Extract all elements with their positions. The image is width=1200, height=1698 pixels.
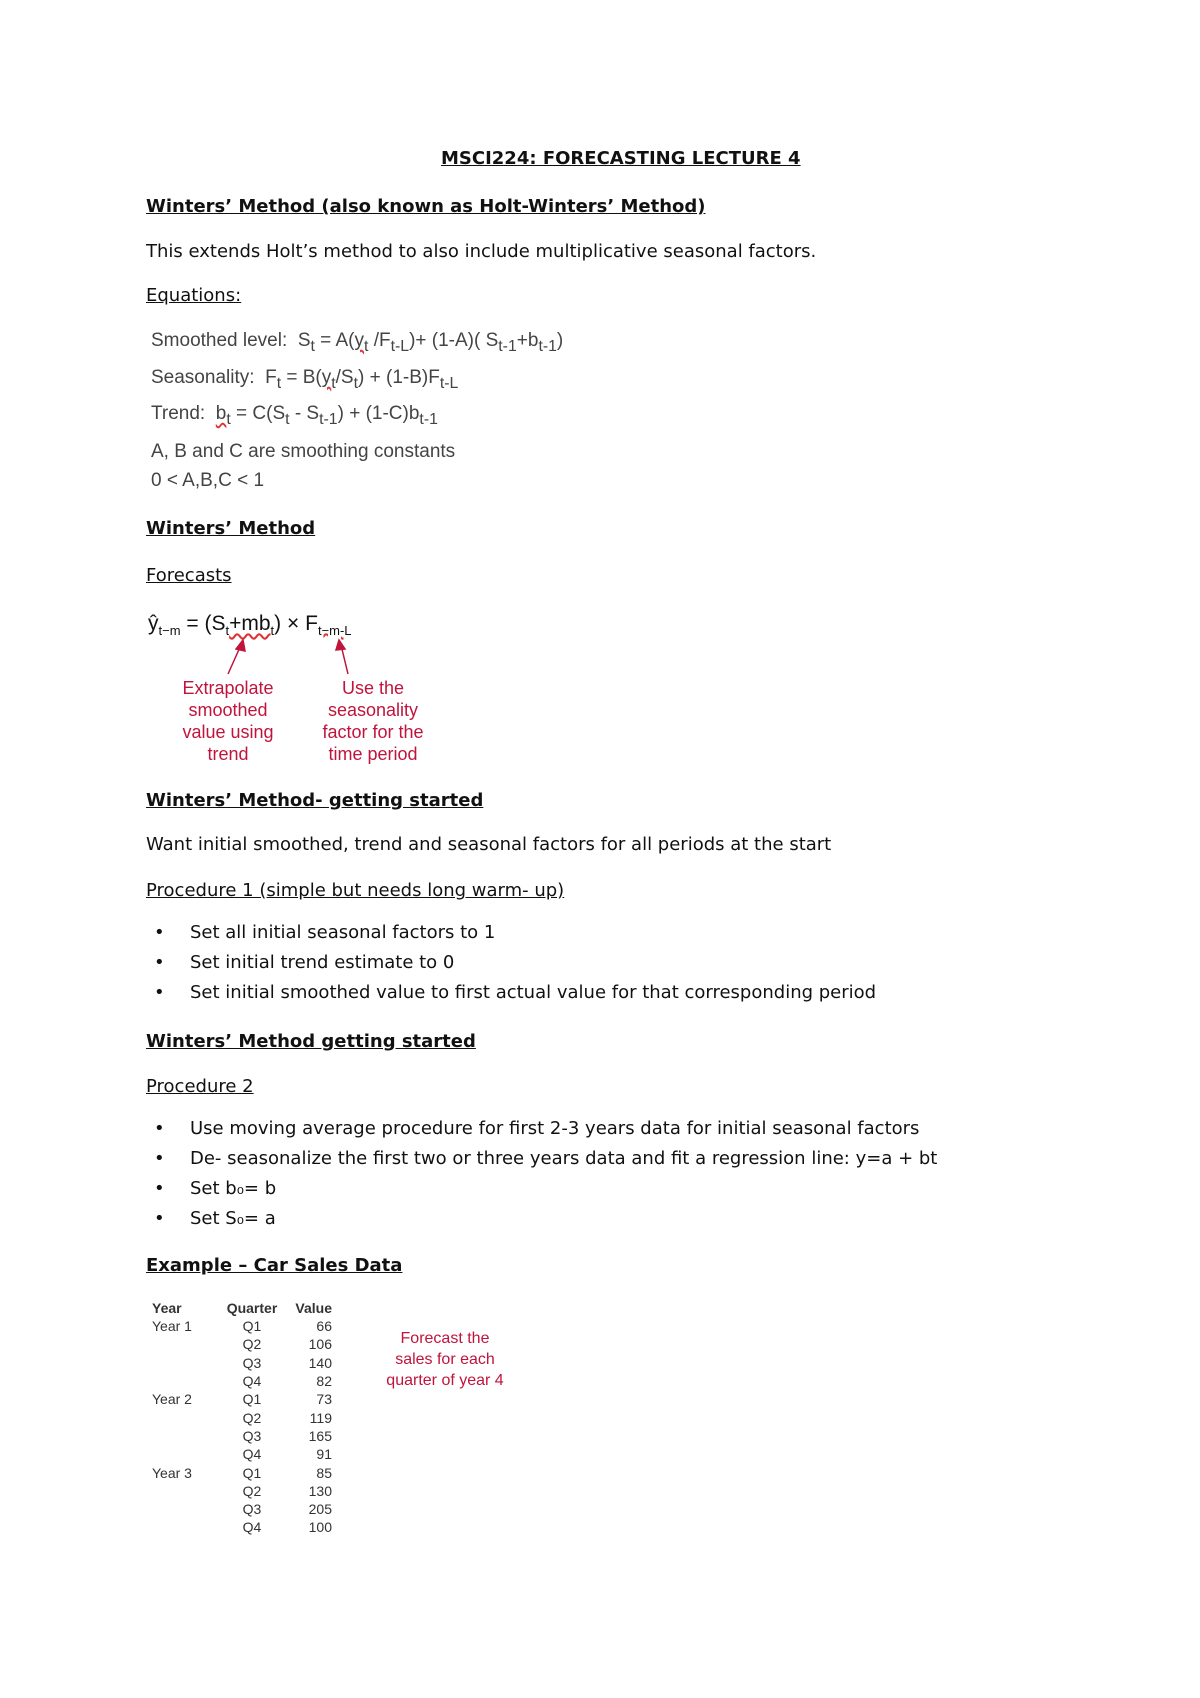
value-cell: 100 [308,1519,332,1536]
value-cell: 205 [308,1501,332,1518]
year-cell [152,1518,222,1536]
table-row [152,1427,332,1445]
year-cell [152,1335,222,1353]
quarter-cell: Q1 [242,1464,262,1481]
equations-label: Equations: [146,285,242,306]
table-row [152,1372,332,1390]
bullet-icon: • [154,1178,165,1199]
column-header-year: Year [152,1299,182,1316]
list-item: • Use moving average procedure for first 2-3 years data for initial seasonal factors [146,1114,937,1144]
year-cell [152,1408,222,1426]
constants-range-text: 0 < A,B,C < 1 [151,470,265,491]
bullet-icon: • [154,952,165,973]
quarter-cell: Q4 [242,1373,262,1390]
year-cell [152,1354,222,1372]
list-item: • Set S₀= a [146,1204,937,1234]
section-heading-getting-started-1: Winters’ Method- getting started [146,790,484,811]
quarter-cell: Q2 [242,1336,262,1353]
list-item: • Set b₀= b [146,1174,937,1204]
bullet-icon: • [154,1118,165,1139]
equation-trend: Trend: $b_t = C(S_t - S_{t-1}) + (1-C)b_{t-1}$ [151,403,438,428]
bullet-icon: • [154,1208,165,1229]
quarter-cell: Q1 [242,1318,262,1335]
section-heading-winters: Winters’ Method [146,518,316,539]
quarter-cell: Q3 [242,1354,262,1371]
year-cell: Year 1 [152,1318,192,1335]
getting-started-intro: Want initial smoothed, trend and seasonal factors for all periods at the start [146,834,832,855]
list-item: • Set all initial seasonal factors to 1 [146,918,876,948]
list-item: • Set initial trend estimate to 0 [146,948,876,978]
value-cell: 91 [316,1446,332,1463]
note-seasonality: Use the seasonality factor for the time period [322,678,424,764]
bullet-icon: • [154,1148,165,1169]
value-cell: 165 [308,1427,332,1444]
value-cell: 140 [308,1354,332,1371]
quarter-cell: Q3 [242,1501,262,1518]
quarter-cell: Q1 [242,1391,262,1408]
column-header-value: Value [295,1299,332,1316]
forecast-equation: $ŷ_{t-m} = (S_t+mb_t) \times F_{t-m-L}$ [148,612,352,639]
arrow-right [336,640,348,674]
year-cell [152,1482,222,1500]
table-row [152,1317,332,1335]
smoothing-constants-text: A, B and C are smoothing constants [151,441,456,462]
year-cell: Year 3 [152,1464,192,1481]
section-heading-winters-holt: Winters’ Method (also known as Holt-Winters’ Method) [146,196,706,217]
year-cell [152,1500,222,1518]
quarter-cell: Q2 [242,1409,262,1426]
quarter-cell: Q4 [242,1519,262,1536]
forecasts-label: Forecasts [146,565,232,586]
equation-seasonality: Seasonality: $F_t = B(y_t/S_t) + (1-B)F_{t-L}$ [151,367,459,392]
table-row [152,1354,332,1372]
value-cell: 106 [308,1336,332,1353]
example-heading: Example – Car Sales Data [146,1255,403,1276]
car-sales-table [152,1298,332,1537]
bullet-icon: • [154,982,165,1003]
value-cell: 119 [309,1409,332,1426]
value-cell: 73 [316,1391,332,1408]
year-cell [152,1427,222,1445]
table-row [152,1518,332,1536]
table-header-row [152,1298,332,1317]
table-row [152,1408,332,1426]
procedure-1-list [146,918,876,1008]
table-row [152,1445,332,1463]
arrow-left [228,640,245,674]
table-row [152,1390,332,1408]
procedure-2-label: Procedure 2 [146,1076,254,1097]
note-extrapolate: Extrapolate smoothed value using trend [182,678,274,764]
table-row [152,1482,332,1500]
table-row [152,1463,332,1481]
forecast-note: Forecast the sales for each quarter of year 4 [386,1330,504,1389]
table-row [152,1500,332,1518]
table-body [152,1317,332,1537]
year-cell: Year 2 [152,1391,192,1408]
list-item: • Set initial smoothed value to first actual value for that corresponding period [146,978,876,1008]
procedure-1-label: Procedure 1 (simple but needs long warm- up) [146,880,565,901]
value-cell: 130 [308,1482,332,1499]
equation-smoothed-level: Smoothed level: $S_t = A(y_t$ $/F_{t-L})+ (1-A)$( $S_{t-1}+b_{t-1}$) [151,330,564,355]
year-cell [152,1372,222,1390]
quarter-cell: Q4 [242,1446,262,1463]
value-cell: 66 [316,1318,332,1335]
year-cell [152,1445,222,1463]
list-item: • De- seasonalize the first two or three years data and fit a regression line: y=a + bt [146,1144,937,1174]
value-cell: 82 [316,1373,332,1390]
quarter-cell: Q2 [242,1482,262,1499]
quarter-cell: Q3 [242,1427,262,1444]
section-heading-getting-started-2: Winters’ Method getting started [146,1031,476,1052]
table-row [152,1335,332,1353]
column-header-quarter: Quarter [226,1299,278,1316]
bullet-icon: • [154,922,165,943]
page-title: MSCI224: FORECASTING LECTURE 4 [441,148,801,169]
value-cell: 85 [316,1464,332,1481]
procedure-2-list [146,1114,937,1234]
intro-text: This extends Holt’s method to also include multiplicative seasonal factors. [146,241,817,262]
